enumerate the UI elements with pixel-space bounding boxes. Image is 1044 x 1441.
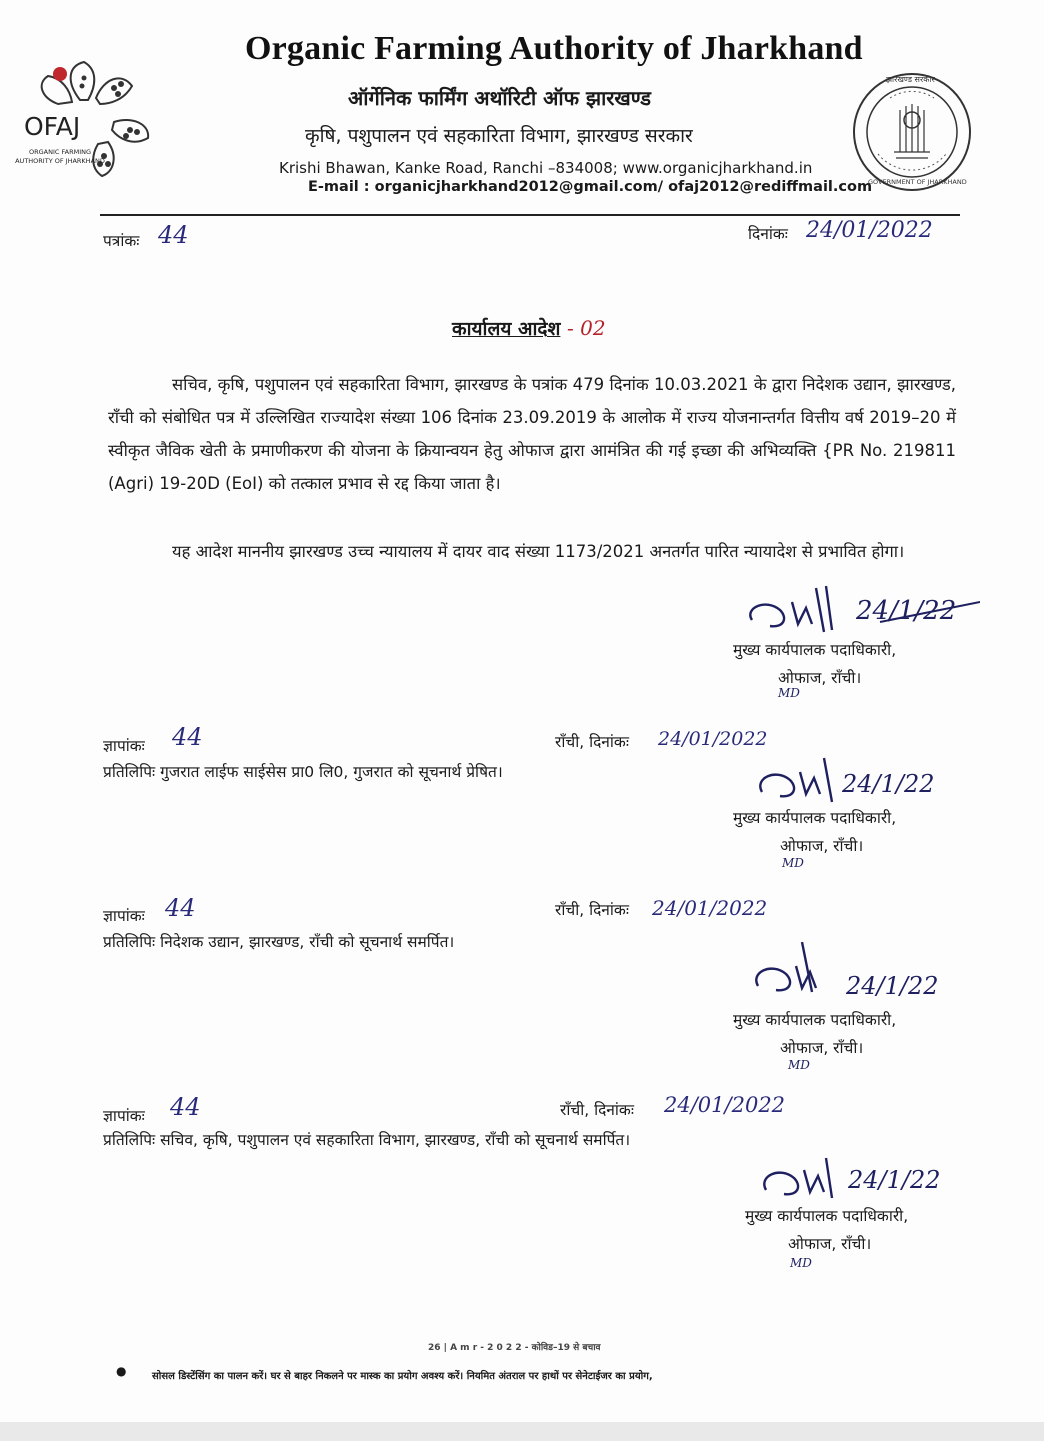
signature-4-designation: मुख्य कार्यपालक पदाधिकारी,	[745, 1207, 909, 1225]
signature-3-date: 24/1/22	[846, 972, 939, 1000]
ref-label: पत्रांकः	[103, 232, 140, 250]
logo-text: OFAJ	[24, 112, 81, 141]
date-label: दिनांकः	[748, 225, 788, 243]
ref-number: 44	[158, 221, 189, 249]
footer-note: सोसल डिस्टेंसिंग का पालन करें। घर से बाहर निकलने पर मास्क का प्रयोग अवश्य करें। नियमित अंतराल पर हाथों पर सेनेटाईजर का प्रयोग,	[152, 1371, 653, 1382]
order-paragraph-1: सचिव, कृषि, पशुपालन एवं सहकारिता विभाग, झारखण्ड के पत्रांक 479 दिनांक 10.03.2021 के द्वारा निदेशक उद्यान, झारखण्ड, राँची को संबोधित पत्र में उल्लिखित राज्यादेश संख्या 106 दिनांक 23.09.2019 के आलोक में राज्य योजनान्तर्गत वित्तीय वर्ष 2019–20 में स्वीकृत जैविक खेती के प्रमाणीकरण की योजना के क्रियान्वयन हेतु ओफाज द्वारा आमंत्रित की गई इच्छा की अभिव्यक्ति {PR No. 219811 (Agri) 19-20D (EoI) को तत्काल प्रभाव से रद्द किया जाता है।	[108, 375, 956, 493]
order-paragraph-2: यह आदेश माननीय झारखण्ड उच्च न्यायालय में दायर वाद संख्या 1173/2021 अनतर्गत पारित न्यायादेश से प्रभावित होगा।	[172, 542, 905, 561]
department-line: कृषि, पशुपालन एवं सहकारिता विभाग, झारखण्ड सरकार	[305, 125, 693, 147]
signature-1-office: ओफाज, राँची।	[778, 669, 862, 687]
footer-stamp: 26 | A m r - 2 0 2 2 - कोविड–19 से बचाव	[428, 1343, 601, 1353]
signature-1-date: 24/1/22	[856, 596, 957, 626]
page-bottom-edge	[0, 1422, 1044, 1441]
copy-2-date: 24/01/2022	[652, 896, 768, 920]
signature-3-initials: MD	[788, 1058, 810, 1072]
copy-3-text: प्रतिलिपिः सचिव, कृषि, पशुपालन एवं सहकारिता विभाग, झारखण्ड, राँची को सूचनार्थ समर्पित।	[103, 1131, 631, 1149]
copy-2-place-date-label: राँची, दिनांकः	[555, 901, 629, 919]
copy-3-memo-label: ज्ञापांकः	[103, 1107, 145, 1125]
email-line: E-mail : organicjharkhand2012@gmail.com/ ofaj2012@rediffmail.com	[308, 179, 873, 195]
copy-1-place-date-label: राँची, दिनांकः	[555, 733, 629, 751]
signature-3-office: ओफाज, राँची।	[780, 1039, 864, 1057]
signature-2-date: 24/1/22	[842, 770, 935, 798]
order-number: - 02	[567, 316, 606, 340]
signature-4-date: 24/1/22	[848, 1166, 941, 1194]
copy-3-memo-number: 44	[170, 1093, 201, 1121]
copy-2-memo-number: 44	[165, 894, 196, 922]
signature-3-designation: मुख्य कार्यपालक पदाधिकारी,	[733, 1011, 897, 1029]
copy-1-text: प्रतिलिपिः गुजरात लाईफ साईसेस प्रा0 लि0, गुजरात को सूचनार्थ प्रेषित।	[103, 763, 503, 781]
copy-1-memo-number: 44	[172, 723, 203, 751]
signature-2-initials: MD	[782, 856, 804, 870]
org-name-hindi: ऑर्गेनिक फार्मिंग अथॉरिटी ऑफ झारखण्ड	[348, 86, 651, 110]
signature-4-initials: MD	[790, 1256, 812, 1270]
footer-bullet: ●	[116, 1364, 127, 1378]
header-divider	[100, 214, 960, 216]
government-seal	[850, 70, 974, 194]
copy-2-memo-label: ज्ञापांकः	[103, 907, 145, 925]
signature-2-office: ओफाज, राँची।	[780, 837, 864, 855]
emblem-seal-icon	[850, 70, 974, 194]
copy-1-memo-label: ज्ञापांकः	[103, 737, 145, 755]
order-title-text: कार्यालय आदेश	[452, 318, 561, 340]
seal-text-bottom: GOVERNMENT OF JHARKHAND	[868, 178, 967, 186]
seal-text-top: झारखण्ड सरकार	[886, 75, 935, 84]
letter-date: 24/01/2022	[806, 218, 933, 243]
signature-2-designation: मुख्य कार्यपालक पदाधिकारी,	[733, 809, 897, 827]
copy-2-text: प्रतिलिपिः निदेशक उद्यान, झारखण्ड, राँची को सूचनार्थ समर्पित।	[103, 933, 455, 951]
copy-3-date: 24/01/2022	[664, 1093, 786, 1117]
order-title	[452, 315, 606, 341]
signature-4-office: ओफाज, राँची।	[788, 1235, 872, 1253]
copy-1-date: 24/01/2022	[658, 728, 768, 750]
copy-3-place-date-label: राँची, दिनांकः	[560, 1101, 634, 1119]
signature-1-initials: MD	[778, 686, 800, 700]
logo-caption: ORGANIC FARMING AUTHORITY OF JHARKHAND	[15, 148, 105, 165]
org-name-english: Organic Farming Authority of Jharkhand	[245, 30, 863, 67]
address-line: Krishi Bhawan, Kanke Road, Ranchi –834008; www.organicjharkhand.in	[279, 159, 813, 177]
signature-1-designation: मुख्य कार्यपालक पदाधिकारी,	[733, 641, 897, 659]
